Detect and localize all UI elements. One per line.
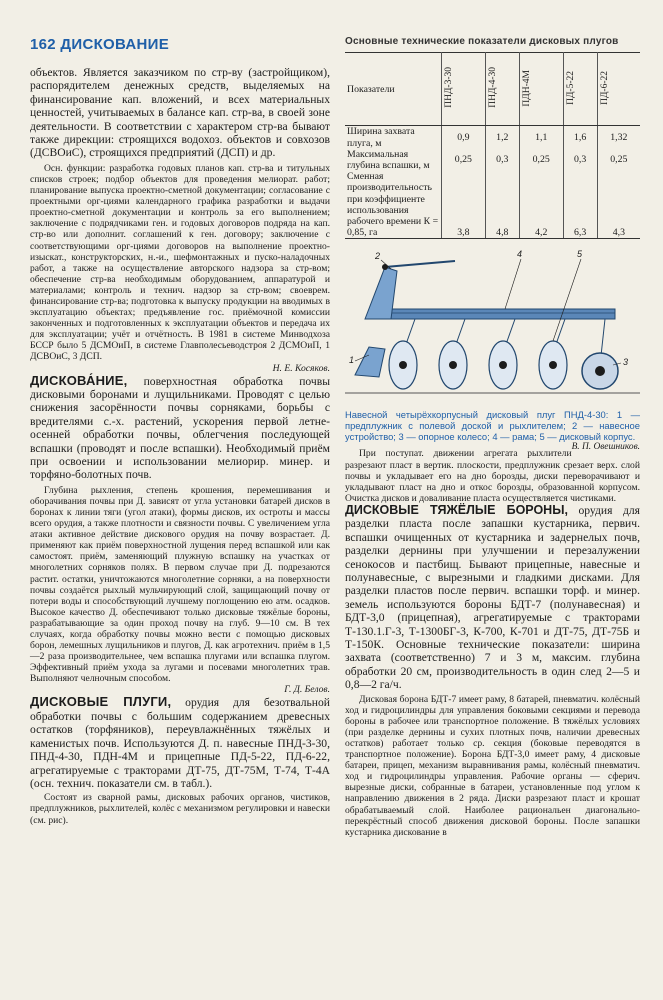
column-header: ПДН-4М (519, 53, 563, 126)
figure-label: 2 (375, 251, 381, 262)
entry-text: орудия для разделки пласта после запашки кустарника, первич. вспашки очищенных от кустарника и задернелых почв, разделки дернины при улучшении и перезалужении сенокосов и пастбищ. Бывают прицепные, навесные и полунавесные, с вырезными и гладкими дисками. Для разделки пластов после первич. вспашки торф. и минер. земель используются бороны БДТ-7 (полунавесная) и БДТ-3,0 (прицепная), агрегатируемые с тракторами Т-130.1.Г-3, Т-1300БГ-3, К-700, К-701 и ДТ-75, ДТ-75Б и Т-150К. Основные технические показатели: ширина захвата (соответственно) 7 и 3 м, максим. глубина обработки 20 см, производительность в один след 2—5 и 0,8—2 га/ч. (345, 503, 640, 692)
table-cell: 6,3 (563, 171, 597, 239)
plough-drawing (345, 247, 640, 407)
table-cell: 0,3 (485, 149, 519, 171)
table-cell: 3,8 (442, 171, 486, 239)
entry-term: ДИСКОВА́НИЕ, (30, 372, 128, 388)
table-header-row (345, 53, 640, 126)
table-cell: 4,3 (597, 171, 640, 239)
table-cell: 1,1 (519, 126, 563, 149)
entry-diskovye-tyazhelye-borony (345, 504, 640, 692)
column-header: ПНД-4-30 (485, 53, 519, 126)
paragraph: Глубина рыхления, степень крошения, перемешивания и оборачивания почвы при Д. зависят от угла установки батарей дисков в боронах к линии тяги (угол атаки), формы дисков, их остроты и массы всего орудия, а также плотности и связности почвы. С увеличением угла атаки активное действие дискового орудия на почву возрастает. Д. применяют как приём поверхностной лущения перед вспашкой или как самостоят. приём, заменяющий плужную вспашку на участках от многолетних сорняков полях. В первом случае при Д. подрезаются растит. остатки, уничтожаются многолетние сорняки, а на поверхности почвы создаётся рыхлый мульчирующий слой, защищающий почву от потери воды и способствующий лучшему поглощению ею атм. осадков. Высокое качество Д. обеспечивают только дисковые тяжёлые бороны, разрабатывающие за один проход почву на глуб. 9—10 см. В тех случаях, когда обработку почвы можно вести с помощью дисковых борон, лемешных лущильников и плугов, Д. как агротехнич. приём в 1,5—2 раза производительнее, чем вспашка плугами или вспашка плугом. Эффективный приём ухода за лугами и посевами многолетних трав. Выполняют челночным способом. (30, 484, 330, 685)
entry-diskovye-plugi (30, 695, 330, 790)
right-column (345, 36, 640, 838)
paragraph: объектов. Является заказчиком по стр-ву (застройщиком), распорядителем денежных средств, выделяемых на финансирование кап. вложений, и всех материальных ценностей, учитываемых в балансе кап. стр-ва, в своей зоне деятельности. В соответствии с характером стр-ва бывают также дирекции: строящихся водохоз. объектов и совхозов (ДСВОиС), строящихся предприятий (ДСП) и др. (30, 66, 330, 160)
table-cell: 0,25 (519, 149, 563, 171)
entry-text: поверхностная обработка почвы дисковыми боронами и лущильниками. Проводят с целью снижения засорённости почвы сорняками, борьбы с вредителями с.-х. растений, ускорения первой летне-осенней обработки почвы, облегчения последующей вспашки (проводят и после вспашки). Необходимый приём при освоении и использовании мелиорир. минер. и торфяно-болотных почв. (30, 374, 330, 482)
table-cell: 0,9 (442, 126, 486, 149)
table-cell: 1,6 (563, 126, 597, 149)
figure-label: 3 (623, 357, 629, 368)
page-title: 162 ДИСКОВАНИЕ (30, 36, 170, 53)
table-title: Основные технические показатели дисковых плугов (345, 36, 619, 47)
specs-table (345, 52, 640, 239)
row-label: Ширина захвата плуга, м (345, 126, 442, 149)
table-cell: 1,2 (485, 126, 519, 149)
table-row (345, 171, 640, 239)
paragraph: При поступат. движении агрегата рыхлители разрезают пласт в вертик. плоскости, предплужник срезает верх. слой почвы и укладывает его на дно борозды, диски переворачивают и укладывают пласт на дно и откос борозды, образованной корпусом. Очистка дисков и доваливание пласта осуществляется чистиками. (345, 448, 640, 504)
figure-label: 5 (577, 249, 583, 260)
paragraph: Осн. функции: разработка годовых планов кап. стр-ва и титульных списков строек; подбор объектов для проведения мелиорат. работ; планирование выпуска проектно-сметной документации; согласование с проектными орг-циями календарного графика разработки и выдачи проектно-сметной документации и контроль за его выполнением; заключение с подрядчиками ген. и годовых договоров подряда на кап. стр-во или дополнит. соглашений к ген. договору; заключение с соответствующими орг-циями договоров на выполнение проектно-изыскат., конструкторских, н.-и., шефмонтажных и пуско-наладочных работ, а также на осуществление авторского надзора за стр-вом; обеспечение стр-ва необходимым оборудованием, аппаратурой и материалами; контроль и технич. надзор за стр-вом; своеврем. финансирование стр-ва; подготовка к выпуску продукции на вводимых в эксплуатацию объектах; предъявление гос. приёмочной комиссии законченных и подготовленных к эксплуатации объектов и передача их для эксплуатации; учёт и отчётность. В 1981 в системе Минводхоза БССР было 5 ДСМОиП, в системе Главполесьеводстроя 2 ДСМОиП, 1 ДСВОиС, 3 ДСП. (30, 162, 330, 363)
paragraph: Дисковая борона БДТ-7 имеет раму, 8 батарей, пневматич. колёсный ход и гидроцилиндры для управления боковыми секциями и перевода бороны в рабочее или транспортное положение. В тяжёлых условиях (при разделке дернины и сухих плотных почв, наличии древесных остатков) работает только ср. секция (боковые переводятся в транспортное положение). Борона БДТ-3,0 имеет раму, 4 дисковые батареи, прицеп, механизм выравнивания рамы, колёсный пневматич. ход и гидроцилиндры управления. Рабочие органы — сферич. вырезные диски, собранные в батареи, установленные под углом к направлению движения в 2 ряда. Диски разрезают пласт и крошат обрабатываемый слой. Наиболее рациональен диагонально-перекрёстный способ движения дисковой бороны. После запашки кустарника дискование в (345, 693, 640, 838)
author-signature: Г. Д. Белов. (284, 684, 330, 696)
row-label: Сменная производительность при коэффициенте использования рабочего времени К = 0,85, га (345, 171, 442, 239)
entry-term: ДИСКОВЫЕ ТЯЖЁЛЫЕ БОРОНЫ, (345, 502, 568, 517)
row-label: Максимальная глубина вспашки, м (345, 149, 442, 171)
plough-illustration (345, 247, 640, 407)
entry-dyskovanie (30, 374, 330, 482)
table-cell: 4,2 (519, 171, 563, 239)
paragraph: Состоят из сварной рамы, дисковых рабочих органов, чистиков, предплужников, рыхлителей, колёс с механизмом регулировки и навески (см. рис). (30, 792, 330, 826)
table-cell: 1,32 (610, 132, 628, 143)
left-column (30, 66, 330, 826)
table-row (345, 126, 640, 149)
table-cell: 0,3 (563, 149, 597, 171)
column-header: ПД-6-22 (597, 53, 640, 126)
author-signature: В. П. Овешников. (571, 442, 640, 453)
author-signature: Н. Е. Косяков. (272, 362, 330, 374)
table-cell: 4,8 (485, 171, 519, 239)
table-cell: 0,25 (442, 149, 486, 171)
table-cell: 0,25 (610, 154, 628, 166)
column-header: Показатели (345, 53, 442, 126)
figure-label: 4 (517, 249, 523, 260)
column-header: ПД-5-22 (563, 53, 597, 126)
column-header: ПНД-3-30 (442, 53, 486, 126)
entry-term: ДИСКОВЫЕ ПЛУГИ, (30, 694, 172, 710)
figure-label: 1 (349, 355, 355, 366)
table-row (345, 149, 640, 171)
figure-caption: Навесной четырёхкорпусный дисковый плуг ПНД-4-30: 1 — предплужник с полевой доской и рыхлителем; 2 — навесное устройство; 3 — опорное колесо; 4 — рама; 5 — дисковый корпус. В. П. Овешников. (345, 409, 640, 453)
entry-text: орудия для безотвальной обработки почвы с большим содержанием древесных остатков (торфяников), переувлажнённых тяжёлых и каменистых почв. Используются Д. п. навесные ПНД-3-30, ПНД-4-30, ПДН-4М и прицепные ПД-5-22, ПД-6-22, агрегатируемые с тракторами ДТ-75, ДТ-75М, Т-74, Т-4А (осн. технич. показатели см. в табл.). (30, 696, 330, 790)
